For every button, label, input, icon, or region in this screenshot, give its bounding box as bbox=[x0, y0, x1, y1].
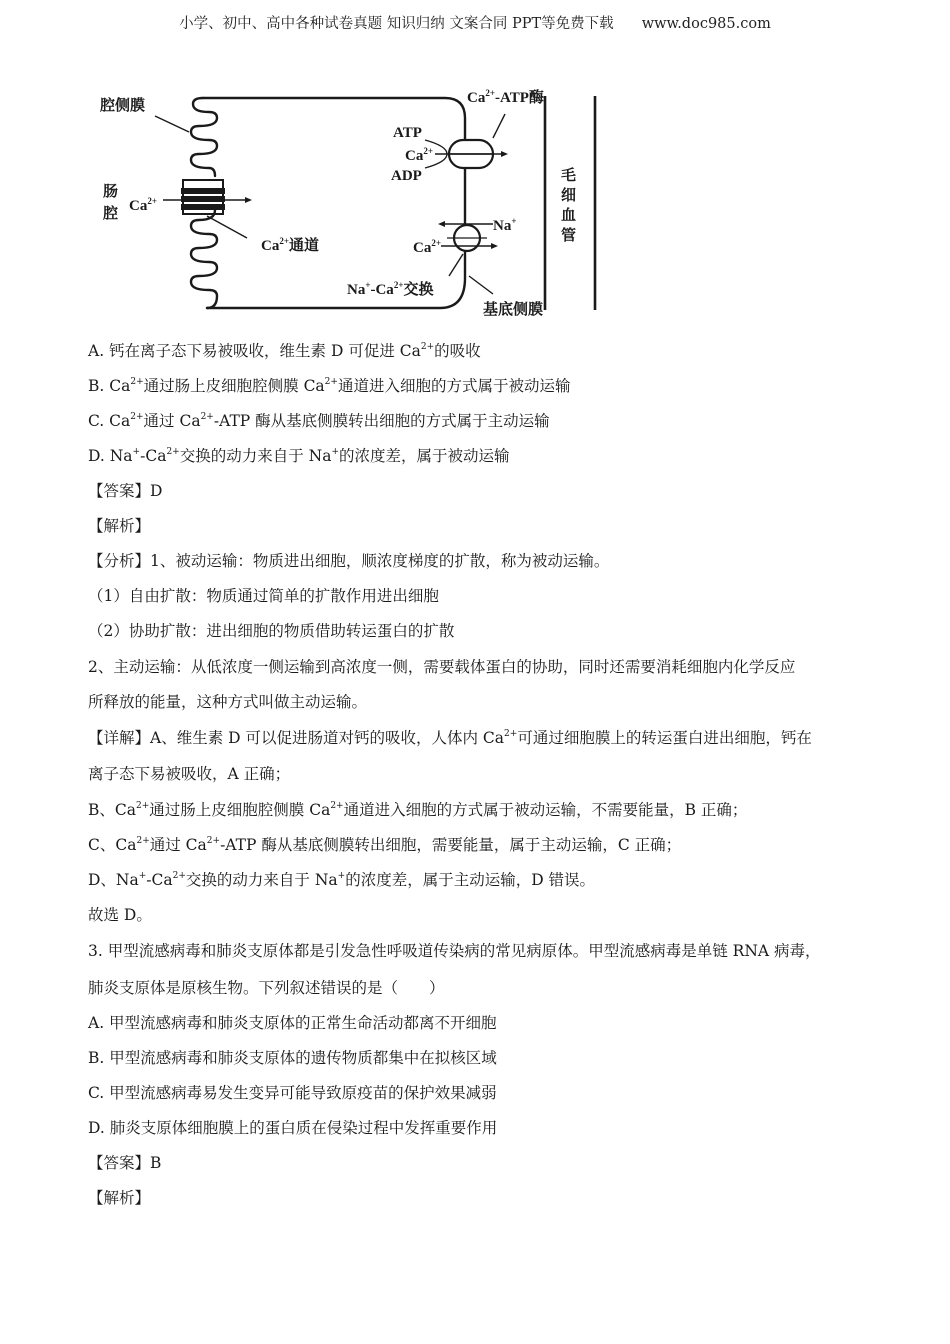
q2-option-d: D. $Na^+-Ca^{2+}$交换的动力来自于 Na+的浓度差，属于被动运输 bbox=[88, 446, 510, 465]
q3-analysis-heading: 【解析】 bbox=[88, 1189, 151, 1207]
q2-fenxi-2: （2）协助扩散：进出细胞的物质借助转运蛋白的扩散 bbox=[88, 622, 455, 640]
calcium-transport-diagram bbox=[95, 80, 615, 320]
q2-xiangjie-5: D、$Na^+-Ca^{2+}$交换的动力来自于 Na+的浓度差，属于主动运输，D 错误。 bbox=[88, 870, 596, 889]
q3-stem-2: 肺炎支原体是原核生物。下列叙述错误的是（ ） bbox=[88, 979, 445, 997]
basolateral-leader bbox=[469, 276, 493, 294]
adp-label: ADP bbox=[391, 168, 422, 184]
ca-channel bbox=[163, 180, 252, 214]
na-ca-exchanger bbox=[438, 221, 498, 276]
q2-choose: 故选 D。 bbox=[88, 906, 152, 924]
ca-pump-label: $Ca^{2+}$ bbox=[405, 146, 433, 164]
cell-top-edge bbox=[203, 98, 465, 308]
capillary-label-4: 管 bbox=[561, 228, 577, 244]
lumen-label-2: 腔 bbox=[103, 206, 119, 222]
q2-xiangjie-1: 【详解】A、维生素 D 可以促进肠道对钙的吸收，人体内 $Ca^{2+}$可通过细胞膜上的转运蛋白进出细胞，钙在 bbox=[88, 728, 812, 747]
apical-leader bbox=[155, 116, 189, 132]
q2-fenxi: 【分析】1、被动运输：物质进出细胞，顺浓度梯度的扩散，称为被动运输。 bbox=[88, 552, 610, 570]
page-header bbox=[0, 12, 950, 33]
lumen-label-1: 肠 bbox=[103, 184, 119, 200]
basolateral-label: 基底侧膜 bbox=[483, 302, 544, 318]
q2-fenxi-4: 所释放的能量，这种方式叫做主动运输。 bbox=[88, 693, 368, 711]
q3-option-d: D. 肺炎支原体细胞膜上的蛋白质在侵染过程中发挥重要作用 bbox=[88, 1119, 498, 1137]
capillary-label-1: 毛 bbox=[561, 168, 577, 184]
ca-exchanger-label: $Ca^{2+}$ bbox=[413, 238, 441, 256]
q2-option-c: C. $Ca^{2+}$通过 $Ca^{2+}$-ATP 酶从基底侧膜转出细胞的方式属于主动运输 bbox=[88, 411, 550, 430]
exchanger-label: $Na^+-Ca^{2+}$交换 bbox=[347, 280, 434, 298]
capillary-label-3: 血 bbox=[561, 208, 577, 224]
q2-analysis-heading: 【解析】 bbox=[88, 517, 151, 535]
q3-option-b: B. 甲型流感病毒和肺炎支原体的遗传物质都集中在拟核区域 bbox=[88, 1049, 497, 1067]
capillary-label-2: 细 bbox=[561, 188, 577, 204]
q2-fenxi-1: （1）自由扩散：物质通过简单的扩散作用进出细胞 bbox=[88, 587, 439, 605]
apical-membrane-folds bbox=[191, 98, 217, 308]
q3-option-a: A. 甲型流感病毒和肺炎支原体的正常生命活动都离不开细胞 bbox=[88, 1014, 497, 1032]
ca-channel-label: $Ca^{2+}$通道 bbox=[261, 236, 319, 254]
ca-atpase-pump bbox=[425, 114, 508, 168]
q2-xiangjie-2: 离子态下易被吸收，A 正确； bbox=[88, 765, 291, 783]
q2-xiangjie-3: B、$Ca^{2+}$通过肠上皮细胞腔侧膜 $Ca^{2+}$通道进入细胞的方式属于被动运输，不需要能量，B 正确； bbox=[88, 800, 748, 819]
q3-stem-1: 3. 甲型流感病毒和肺炎支原体都是引发急性呼吸道传染病的常见病原体。甲型流感病毒是单链 RNA 病毒， bbox=[88, 942, 821, 960]
q2-fenxi-3: 2、主动运输：从低浓度一侧运输到高浓度一侧，需要载体蛋白的协助，同时还需要消耗细胞内化学反应 bbox=[88, 658, 796, 676]
q2-xiangjie-4: C、$Ca^{2+}$通过 $Ca^{2+}$-ATP 酶从基底侧膜转出细胞，需要能量，属于主动运输，C 正确； bbox=[88, 835, 682, 854]
header-text: 小学、初中、高中各种试卷真题 知识归纳 文案合同 PPT等免费下载 bbox=[179, 16, 614, 32]
q2-option-a: A. 钙在离子态下易被吸收，维生素 D 可促进 $Ca^{2+}$的吸收 bbox=[88, 341, 481, 360]
header-site-link[interactable]: www.doc985.com bbox=[641, 16, 771, 32]
na-label: Na+ bbox=[493, 216, 517, 234]
q2-answer: 【答案】D bbox=[88, 482, 163, 500]
ca-lumen-label: $Ca^{2+}$ bbox=[129, 196, 157, 214]
q3-answer: 【答案】B bbox=[88, 1154, 162, 1172]
q2-option-b: B. $Ca^{2+}$通过肠上皮细胞腔侧膜 $Ca^{2+}$通道进入细胞的方式属于被动运输 bbox=[88, 376, 571, 395]
apical-membrane-label: 腔侧膜 bbox=[100, 98, 146, 114]
atp-label: ATP bbox=[393, 125, 422, 141]
ca-atpase-label: $Ca^{2+}$-ATP酶 bbox=[467, 88, 544, 106]
q3-option-c: C. 甲型流感病毒易发生变异可能导致原疫苗的保护效果减弱 bbox=[88, 1084, 497, 1102]
